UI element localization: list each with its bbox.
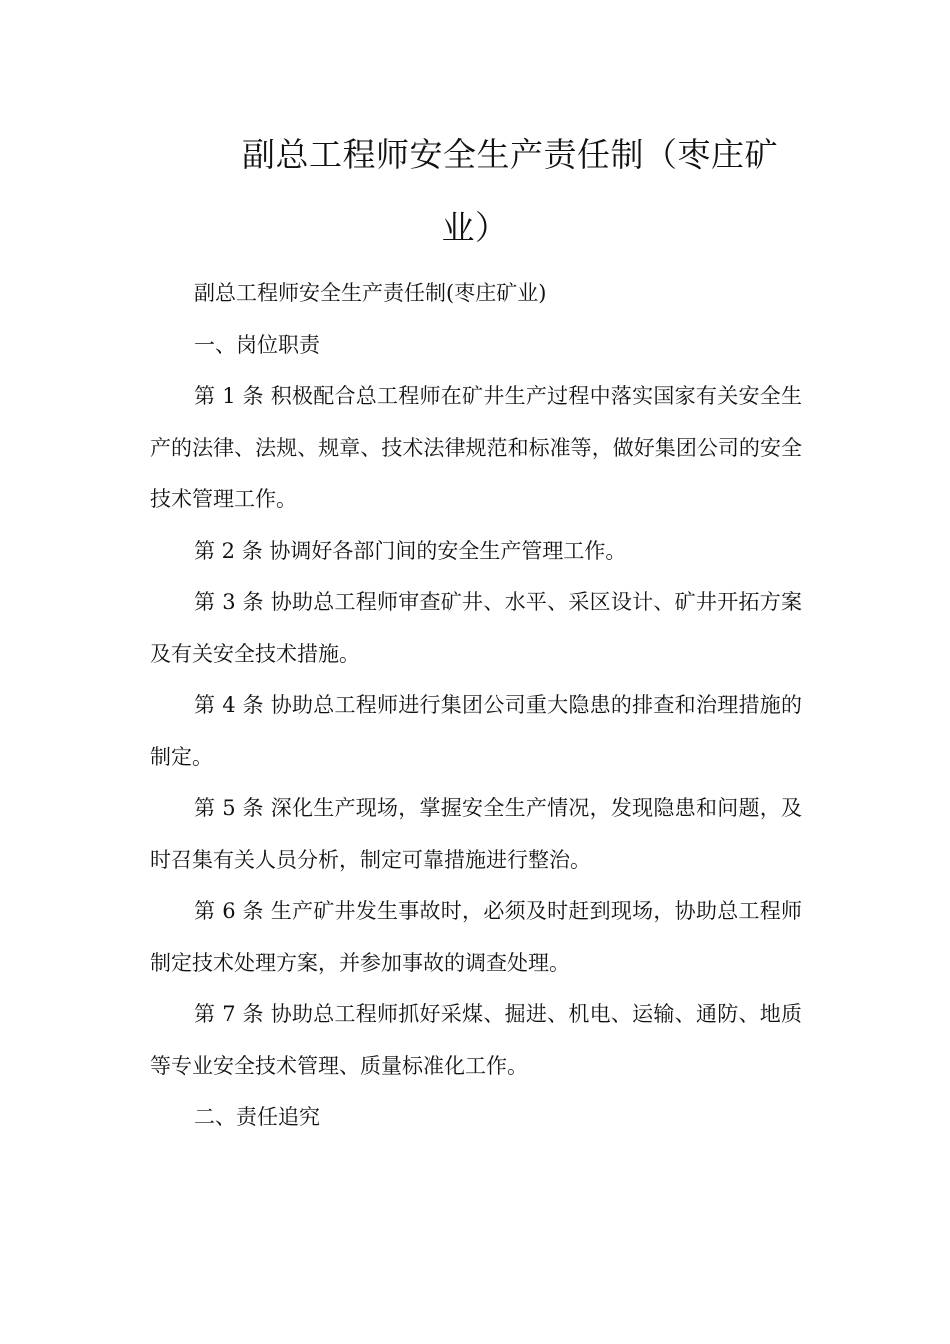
article-7-paragraph: 第 7 条 协助总工程师抓好采煤、掘进、机电、运输、通防、地质等专业安全技术管理、质量标准化工作。	[150, 1002, 802, 1078]
subtitle-paragraph: 副总工程师安全生产责任制(枣庄矿业)	[194, 281, 547, 305]
article-4-paragraph: 第 4 条 协助总工程师进行集团公司重大隐患的排查和治理措施的制定。	[150, 693, 802, 769]
document-title	[150, 118, 800, 264]
article-2-paragraph: 第 2 条 协调好各部门间的安全生产管理工作。	[194, 538, 627, 563]
document-title-line-2: 业）	[441, 208, 509, 247]
document-title-line-1: 副总工程师安全生产责任制（枣庄矿	[242, 135, 778, 174]
document-body	[150, 268, 802, 1144]
article-3-paragraph: 第 3 条 协助总工程师审查矿井、水平、采区设计、矿井开拓方案及有关安全技术措施。	[150, 590, 802, 666]
article-6-paragraph: 第 6 条 生产矿井发生事故时，必须及时赶到现场，协助总工程师制定技术处理方案，并参加事故的调查处理。	[150, 899, 802, 975]
article-5-paragraph: 第 5 条 深化生产现场，掌握安全生产情况，发现隐患和问题，及时召集有关人员分析，制定可靠措施进行整治。	[150, 796, 802, 872]
section-heading-accountability: 二、责任追究	[194, 1105, 320, 1129]
section-heading-job-duties: 一、岗位职责	[194, 332, 320, 357]
article-1-paragraph: 第 1 条 积极配合总工程师在矿井生产过程中落实国家有关安全生产的法律、法规、规章、技术法律规范和标准等，做好集团公司的安全技术管理工作。	[150, 384, 802, 511]
